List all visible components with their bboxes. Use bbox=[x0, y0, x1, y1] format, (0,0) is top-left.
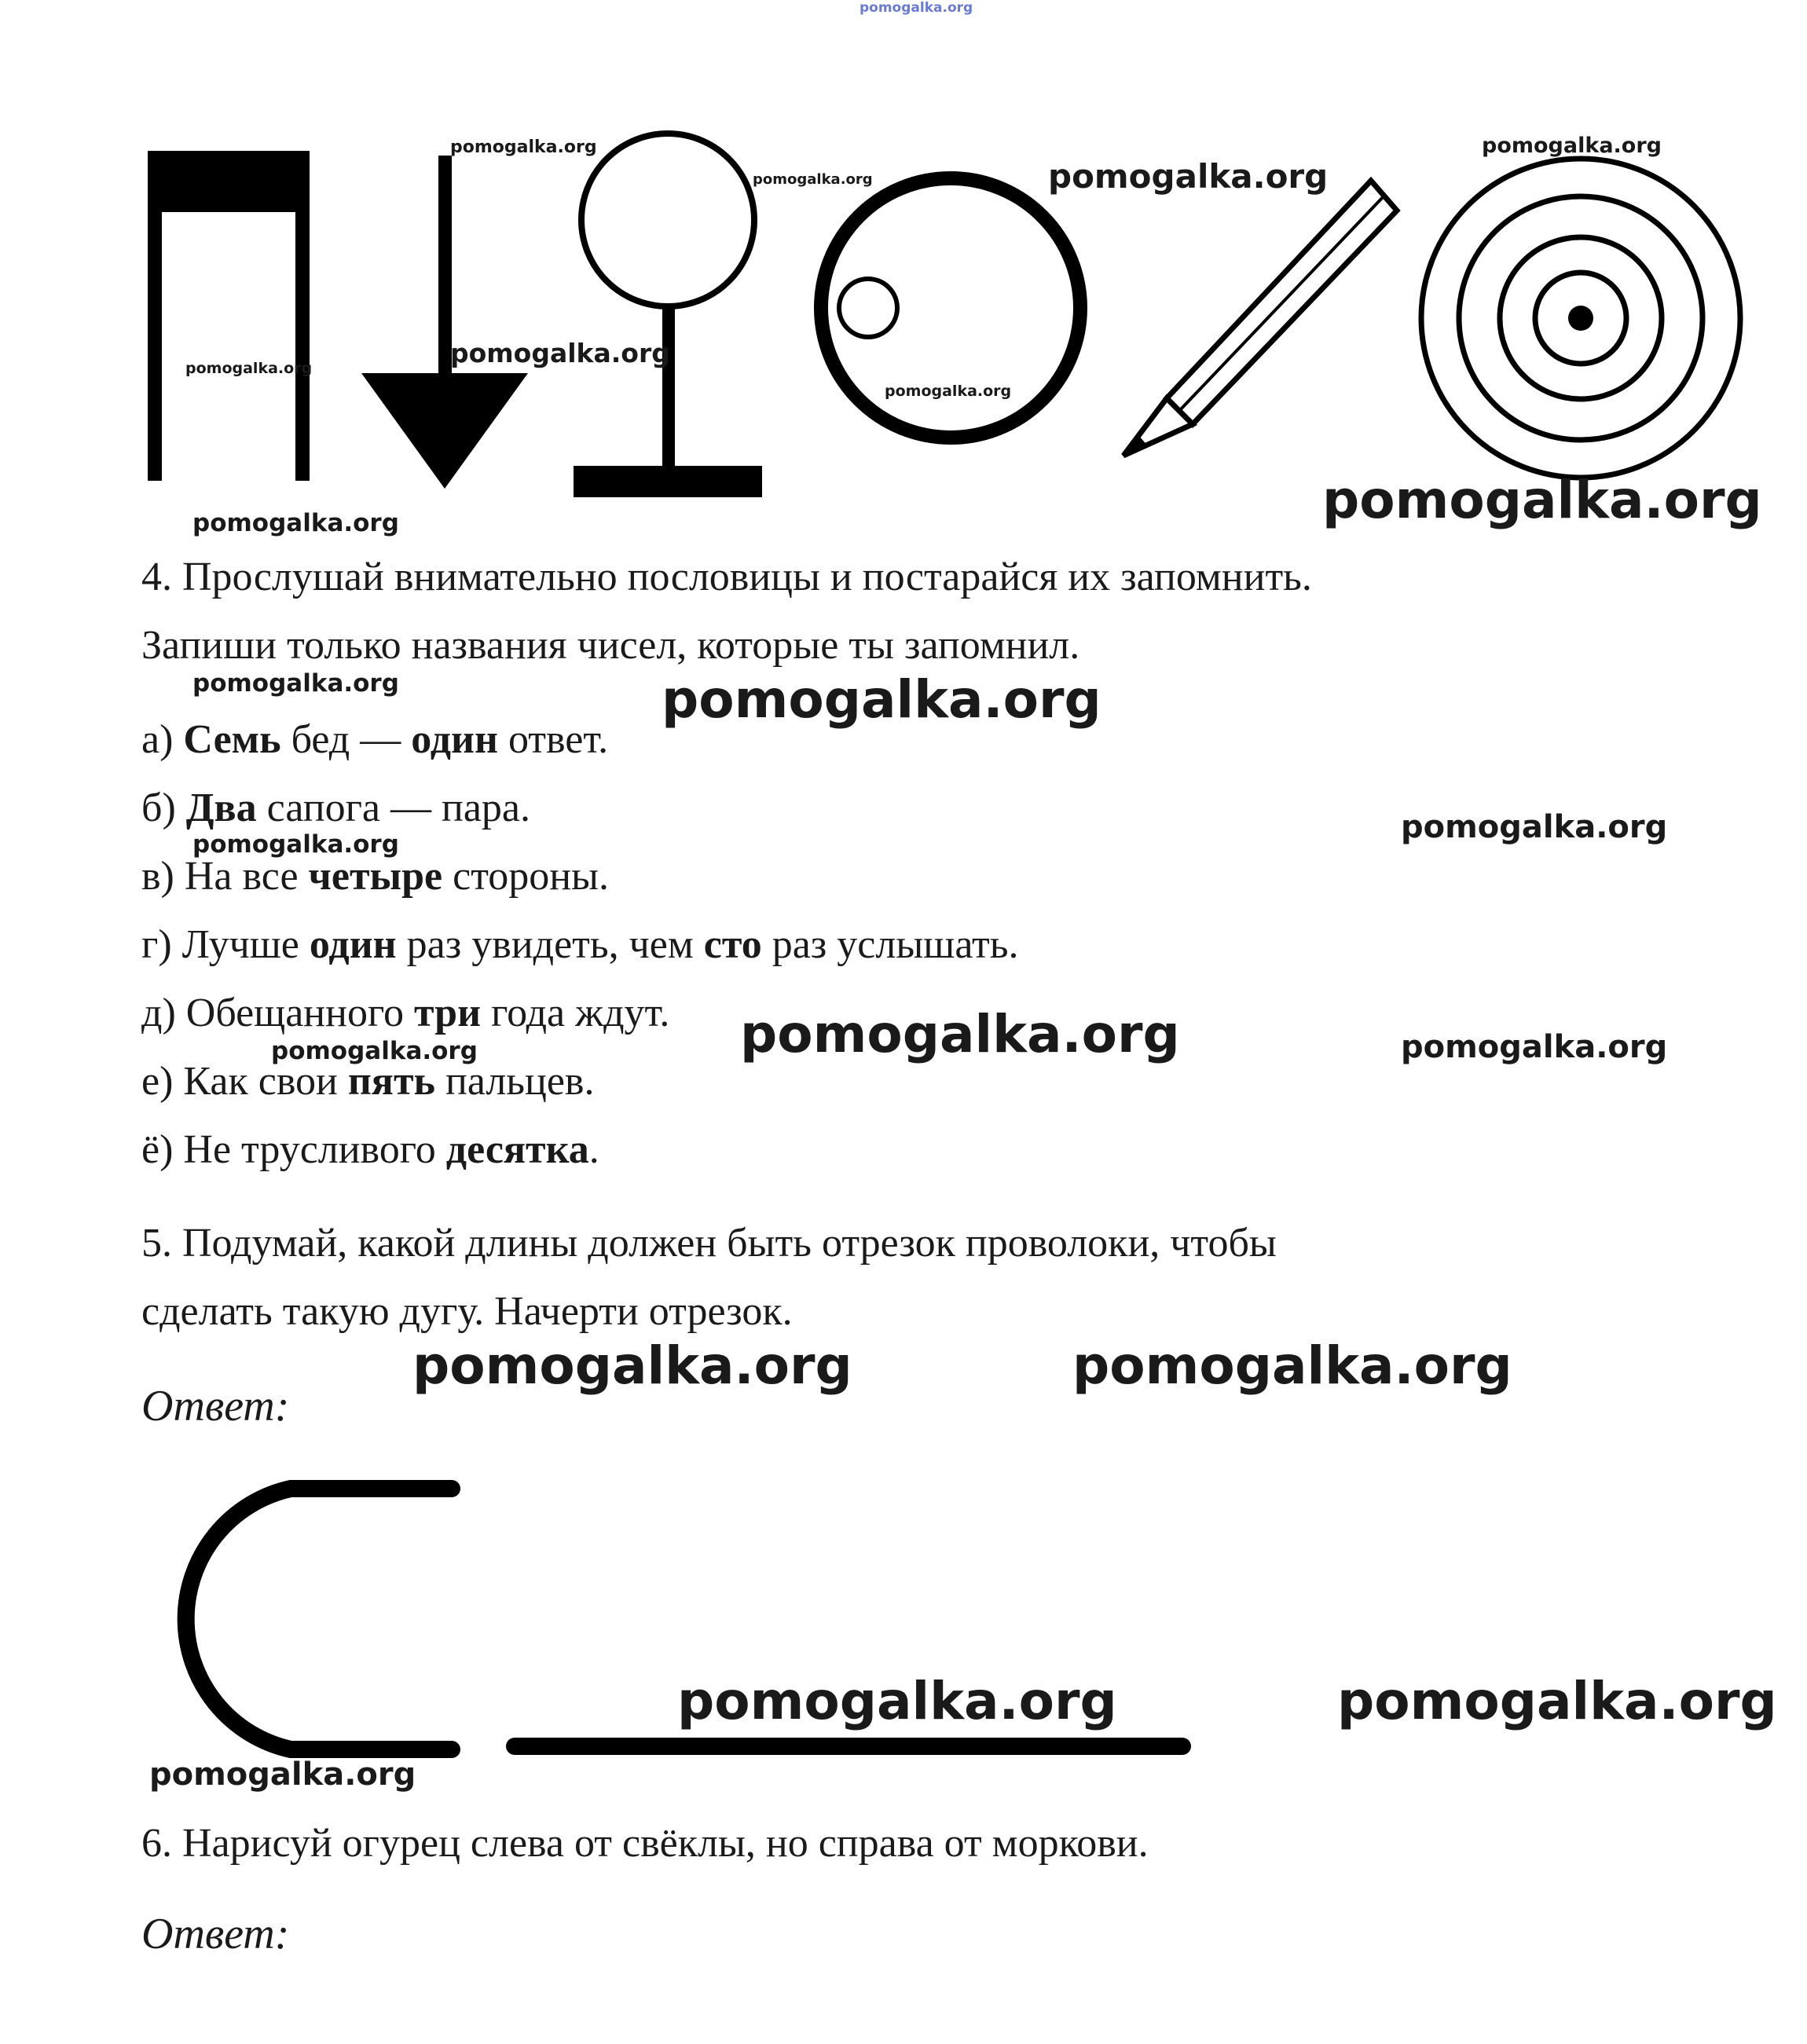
proverb-v: в) На все четыре стороны. bbox=[141, 854, 609, 899]
watermark-text: pomogalka.org bbox=[1072, 1335, 1512, 1396]
watermark-text: pomogalka.org bbox=[192, 830, 399, 859]
proverb-a: а) Семь бед — один ответ. bbox=[141, 717, 609, 762]
task4-line1: 4. Прослушай внимательно пословицы и постарайся их запомнить. bbox=[141, 555, 1312, 599]
watermark-text: pomogalka.org bbox=[450, 338, 670, 368]
wire-segment-figure bbox=[0, 0, 8, 8]
watermark-text: pomogalka.org bbox=[1337, 1671, 1777, 1731]
watermark-text: pomogalka.org bbox=[192, 509, 399, 537]
watermark-text: pomogalka.org bbox=[185, 360, 313, 377]
watermark-text: pomogalka.org bbox=[450, 137, 597, 157]
task6-answer-label: Ответ: bbox=[141, 1910, 290, 1958]
proverb-b: б) Два сапога — пара. bbox=[141, 786, 530, 830]
watermark-text: pomogalka.org bbox=[885, 383, 1012, 400]
proverb-yo: ё) Не трусливого десятка. bbox=[141, 1127, 599, 1172]
watermark-text: pomogalka.org bbox=[662, 669, 1101, 730]
task5-answer-label: Ответ: bbox=[141, 1382, 290, 1430]
task5-line1: 5. Подумай, какой длины должен быть отрезок проволоки, чтобы bbox=[141, 1221, 1277, 1266]
watermark-text: pomogalka.org bbox=[753, 171, 873, 188]
watermark-text: pomogalka.org bbox=[677, 1671, 1117, 1731]
watermark-text: pomogalka.org bbox=[149, 1756, 416, 1793]
watermark-text: pomogalka.org bbox=[1482, 134, 1662, 158]
task5-line2: сделать такую дугу. Начерти отрезок. bbox=[141, 1289, 793, 1334]
proverb-g: г) Лучше один раз увидеть, чем сто раз услышать. bbox=[141, 922, 1019, 967]
task4-line2: Запиши только названия чисел, которые ты запомнил. bbox=[141, 623, 1080, 668]
watermark-text: pomogalka.org bbox=[1401, 1029, 1668, 1065]
watermark-text: pomogalka.org bbox=[1048, 157, 1329, 196]
watermark-text: pomogalka.org bbox=[1322, 470, 1762, 530]
header-watermark: pomogalka.org bbox=[860, 0, 973, 16]
proverb-e: е) Как свои пять пальцев. bbox=[141, 1059, 595, 1104]
proverb-d: д) Обещанного три года ждут. bbox=[141, 991, 670, 1035]
watermark-text: pomogalka.org bbox=[740, 1004, 1180, 1064]
watermark-text: pomogalka.org bbox=[1401, 809, 1668, 845]
watermark-text: pomogalka.org bbox=[412, 1335, 852, 1396]
task6-line1: 6. Нарисуй огурец слева от свёклы, но справа от моркови. bbox=[141, 1821, 1149, 1866]
watermark-text: pomogalka.org bbox=[271, 1037, 478, 1065]
watermark-text: pomogalka.org bbox=[192, 669, 399, 698]
